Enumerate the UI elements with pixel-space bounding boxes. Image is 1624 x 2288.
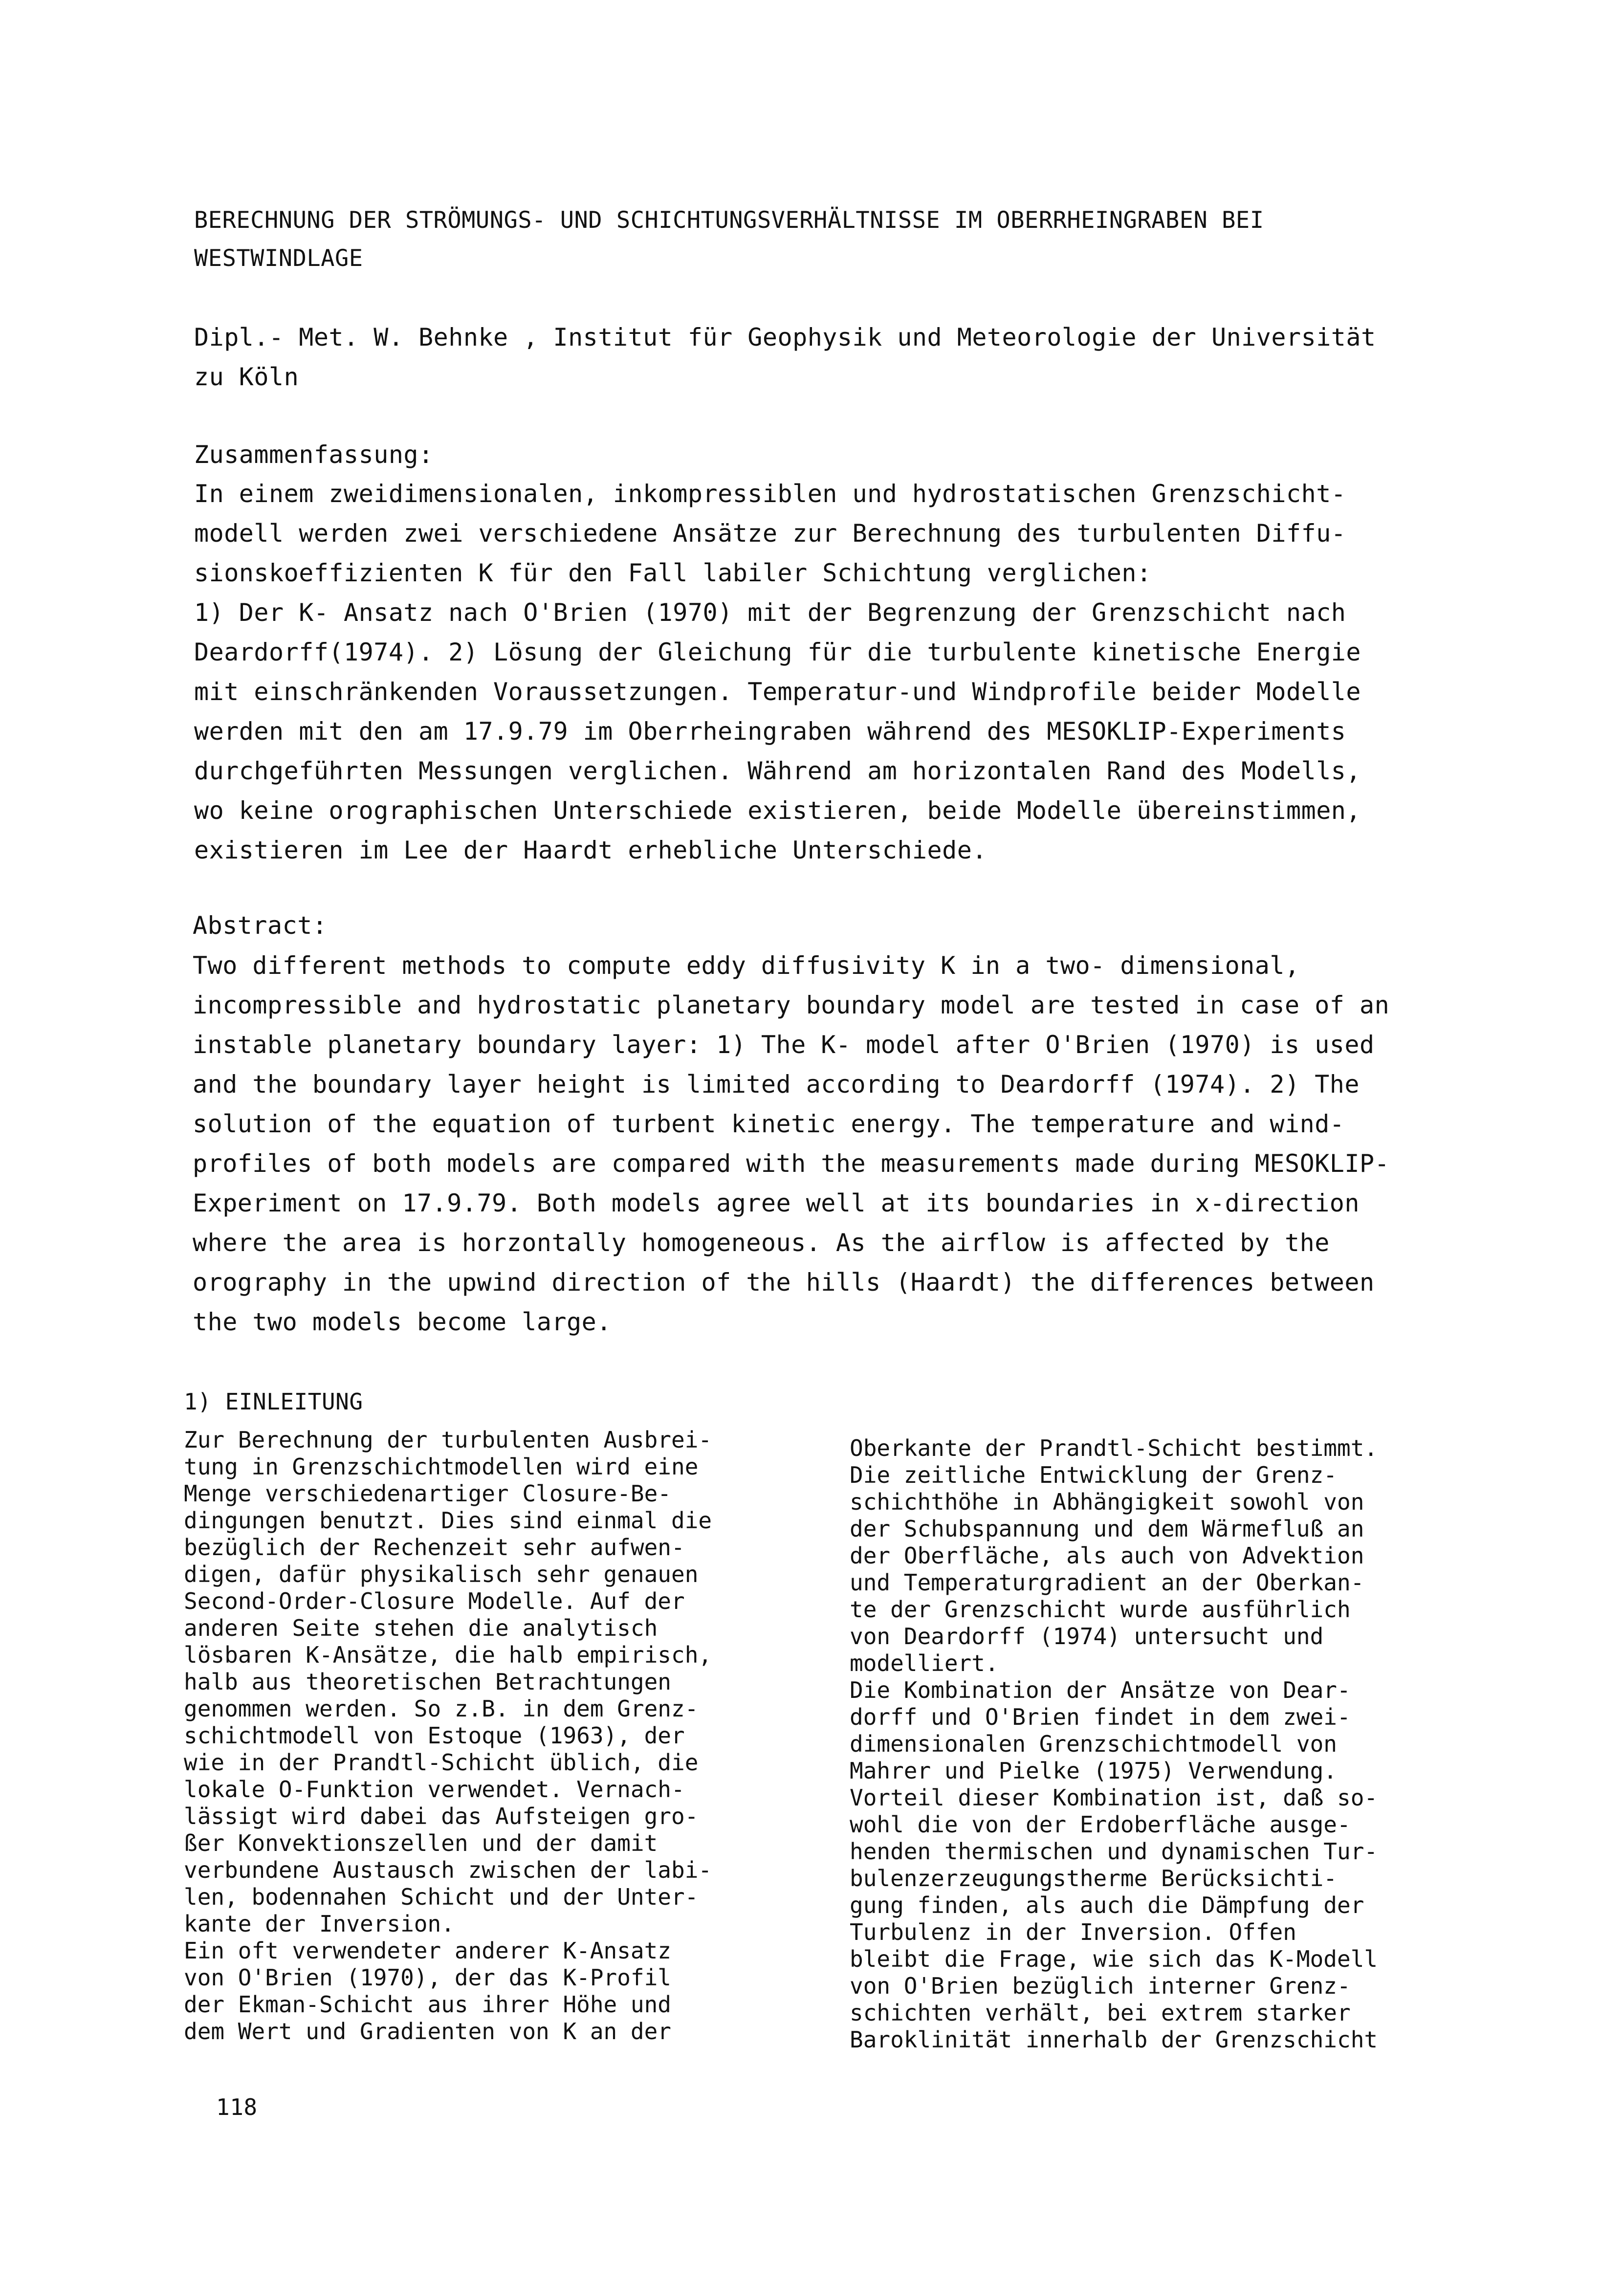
- section-heading: 1) EINLEITUNG: [184, 1388, 363, 1415]
- right-column-text: Oberkante der Prandtl-Schicht bestimmt. Die zeitliche Entwicklung der Grenz- schichthöhe in Abhängigkeit sowohl von der Schubspannung und dem Wärmefluß an der Oberfläche, als auch von Advektion und Temperaturgradient an der Oberkan- te der Grenzschicht wurde ausführlich von Deardorff (1974) untersucht und modelliert. Die Kombination der Ansätze von Dear- dorff und O'Brien findet in dem zwei- dimensionalen Grenzschichtmodell von Mahrer und Pielke (1975) Verwendung. Vorteil dieser Kombination ist, daß so- wohl die von der Erdoberfläche ausge- henden thermischen und dynamischen Tur- bulenzerzeugungstherme Berücksichti- gung finden, als auch die Dämpfung der Turbulenz in der Inversion. Offen bleibt die Frage, wie sich das K-Modell von O'Brien bezüglich interner Grenz- schichten verhält, bei extrem starker Baroklinität innerhalb der Grenzschicht: [850, 1435, 1378, 2053]
- zusammenfassung-heading: Zusammenfassung:: [194, 440, 434, 469]
- author-affiliation: Dipl.- Met. W. Behnke , Institut für Geophysik und Meteorologie der Universität zu Köln: [194, 323, 1376, 391]
- paper-title: BERECHNUNG DER STRÖMUNGS- UND SCHICHTUNGSVERHÄLTNISSE IM OBERRHEINGRABEN BEI WESTWINDLAGE: [194, 207, 1264, 272]
- page-number: 118: [216, 2094, 258, 2120]
- zusammenfassung-body: In einem zweidimensionalen, inkompressiblen und hydrostatischen Grenzschicht- modell werden zwei verschiedene Ansätze zur Berechnung des turbulenten Diffu- sionskoeffizienten K für den Fall labiler Schichtung verglichen: 1) Der K- Ansatz nach O'Brien (1970) mit der Begrenzung der Grenzschicht nach Deardorff(1974). 2) Lösung der Gleichung für die turbulente kinetische Energie mit einschränkenden Voraussetzungen. Temperatur-und Windprofile beider Modelle werden mit den am 17.9.79 im Oberrheingraben während des MESOKLIP-Experiments durchgeführten Messungen verglichen. Während am horizontalen Rand des Modells, wo keine orographischen Unterschiede existieren, beide Modelle übereinstimmen, existieren im Lee der Haardt erhebliche Unterschiede.: [194, 480, 1361, 864]
- abstract-heading: Abstract:: [193, 911, 328, 940]
- abstract-body: Two different methods to compute eddy diffusivity K in a two- dimensional, incompressible and hydrostatic planetary boundary model are tested in case of an instable planetary boundary layer: 1) The K- model after O'Brien (1970) is used and the boundary layer height is limited according to Deardorff (1974). 2) The solution of the equation of turbent kinetic energy. The temperature and wind- profiles of both models are compared with the measurements made during MESOKLIP- Experiment on 17.9.79. Both models agree well at its boundaries in x-direction where the area is horzontally homogeneous. As the airflow is affected by the orography in the upwind direction of the hills (Haardt) the differences between the two models become large.: [193, 951, 1390, 1336]
- left-column-text: Zur Berechnung der turbulenten Ausbrei- tung in Grenzschichtmodellen wird eine Menge verschiedenartiger Closure-Be- dingungen benutzt. Dies sind einmal die bezüglich der Rechenzeit sehr aufwen- digen, dafür physikalisch sehr genauen Second-Order-Closure Modelle. Auf der anderen Seite stehen die analytisch lösbaren K-Ansätze, die halb empirisch, halb aus theoretischen Betrachtungen genommen werden. So z.B. in dem Grenz- schichtmodell von Estoque (1963), der wie in der Prandtl-Schicht üblich, die lokale O-Funktion verwendet. Vernach- lässigt wird dabei das Aufsteigen gro- ßer Konvektionszellen und der damit verbundene Austausch zwischen der labi- len, bodennahen Schicht und der Unter- kante der Inversion. Ein oft verwendeter anderer K-Ansatz von O'Brien (1970), der das K-Profil der Ekman-Schicht aus ihrer Höhe und dem Wert und Gradienten von K an der: [184, 1427, 712, 2045]
